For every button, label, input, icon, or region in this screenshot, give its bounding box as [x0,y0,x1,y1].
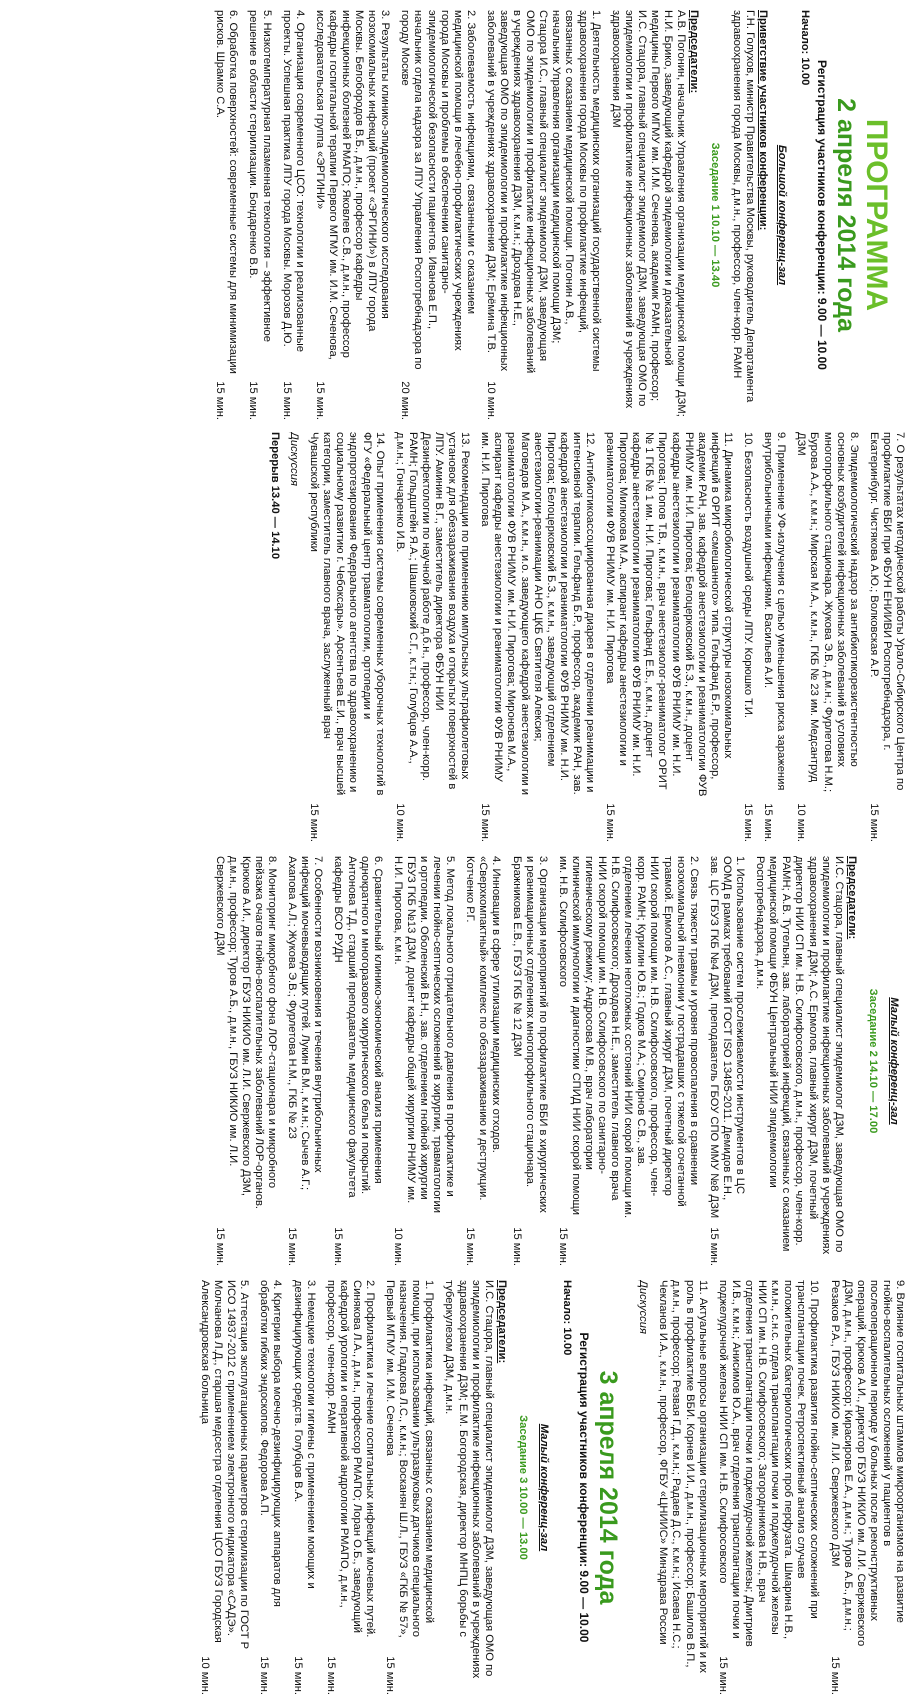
item-text: 10. Безопасность воздушной среды ЛПУ. Корюшко Т.И. [742,432,755,718]
day2-start: Начало: 10.00 [561,1280,574,1356]
program-item [198,1280,250,1695]
column-2 [10,432,906,842]
item-text: 9. Применение УФ-излучения с целью уменьшения риска заражения внутрибольничными инфекциями. Васильев А.И. [762,432,788,791]
program-item [290,1280,316,1695]
item-time: 15 мин. [828,1656,841,1695]
item-time: 15 мин. [214,381,227,420]
chairs-text: И.С. Стацора, главный специалист эпидемиолог ДЗМ, заведующая ОМО по эпидемиологии и профилактике инфекционных заболеваний в учреждениях здравоохранения ДЗМ; А.С. Ермолов, главный хирург ДЗМ, почетный директор НИИ СП им. Н.В. Склифосовского, д.м.н., профессор, член-корр. РАМН; А.В. Тутельян, зав. лабораторией инфекций, связанных с оказанием медицинской помощи ФБУН Центральный НИИ эпидемиологии Роспотребнадзора, д.м.н. [754,856,845,1255]
item-text: 4. Критерии выбора моечно-дезинфицирующих аппаратов для обработки гибких эндоскопов. Федорова А.П. [258,1280,284,1607]
item-text: 3. Немецкие технологии гигиены с применением моющих и дезинфицирующих средств. Голубцов В.А. [291,1280,317,1589]
item-time: 10 мин. [795,803,808,842]
item-text: 4. Инновации в сфере утилизации медицинских отходов. «Сверхкомпактный» комплекс по обеззараживанию и деструкции. Котченко Р.Г. [464,856,503,1201]
session1-chairs [609,10,701,420]
session2-title: Заседание 2 14.10 — 17.00 [866,988,879,1134]
day2-hall: Малый конференц-зал [538,1423,551,1552]
chairs-heading: Председатели: [845,856,858,940]
item-text: 14. Опыт применения системы современных уборочных технологий в ФГУ «Федеральный центр травматологии, ортопедии и эндопротезирования Федерального агентства по здравоохранению и социальному развитию г. Чебоксары». Арсентьева Е.И., врач высшей категории, заместитель главного врача, заслуженный врач Чувашской республики [308,432,386,796]
item-text: 11. Актуальные вопросы организации стерилизационных мероприятий и их роль в профилактике ВБИ. Корнев И.И., д.м.н., профессор; Башилов В.П., д.м.н., профессор; Резвая Г.Д., к.м.н.; Радаев Д.С., к.м.н.; Исаева Н.С.; Чекланов И.А., к.м.н., профессор, ФГБУ «ЦНИИС» Минздрава России [657,1280,709,1674]
item-time: 15 мин. [510,1227,523,1266]
item-text: 2. Заболеваемость инфекциями, связанными с оказанием медицинской помощи в лечебно-профилактических учреждениях города Москвы и проблемы в обеспечении санитарно-эпидемиологической безопасности пациентов. Иванова Е.П., начальник отдела надзора за ЛПУ Управления Роспотребнадзора по городу Москве [399,10,477,370]
program-item [716,1280,821,1695]
item-time: 10 мин. [484,381,497,420]
session2-chairs [753,856,858,1266]
day1-date: 2 апреля 2014 года [832,98,860,332]
item-time: 15 мин. [286,1227,299,1266]
item-time: 10 мин. [198,1656,211,1695]
item-time: 15 мин. [716,1656,729,1695]
item-time: 15 мин. [556,1227,569,1266]
item-text: 11. Динамика микробиологической структуры нозокомиальных инфекций в ОРИТ «смешанного» типа. Гельфанд Б.Р., профессор, академик РАН, зав. кафедрой анестезиологии и реаниматологии ФУВ РНИМУ им. Н.И. Пирогова; Белоцерковский Б.З., к.м.н., доцент кафедры анестезиологии и реаниматологии ФУВ РНИМУ им. Н.И. Пирогова; Попов Т.В., к.м.н., врач анестезиолог-реаниматолог ОРИТ № 1 ГКБ № 1 им. Н.И. Пирогова; Гельфанд Е.Б., к.м.н., доцент кафедры анестезиологии и реаниматологии ФУВ РНИМУ им. Н.И. Пирогова; Милюкова М.А., аспирант кафедры анестезиологии и реаниматологии ФУВ РНИМУ им. Н.И. Пирогова [604,432,734,797]
program-item [307,432,386,842]
program-item [213,856,278,1266]
welcome-heading: Приветствие участников конференции: [756,10,769,231]
item-time: 15 мин. [464,1227,477,1266]
program-item [313,10,392,420]
chairs-text: А.В. Погонин, начальник Управления организации медицинской помощи ДЗМ; Н.И. Брико, заведующий кафедрой эпидемиологии и доказательной медицины Первого МГМУ им. И.М. Сеченова, академик РАМН, профессор; И.С. Стацора, главный специалист эпидемиолог ДЗМ, заведующая ОМО по эпидемиологии и профилактике инфекционных заболеваний в учреждениях здравоохранения ДЗМ [609,10,688,417]
item-text: 9. Влияние госпитальных штаммов микроорганизмов на развитие гнойно-воспалительных осложнений у пациентов в послеоперационном периоде у больных после реконструктивных операций. Крюков А.И., директор ГБУЗ НИКИО им. Л.И. Свержевского ДЗМ, д.м.н., профессор; Кирасирова Е.А., д.м.н.; Туров А.Б., д.м.н.; Резаков Р.А., ГБУЗ НИКИО им. Л.И. Свержевского ДЗМ [828,1280,906,1647]
item-text: 3. Организация мероприятий по профилактике ВБИ в хирургических и реанимационных отделениях многопрофильного стационара. Бражникова Е.В., ГБУЗ ГКБ № 12 ДЗМ [510,856,549,1213]
chairs-heading: Председатели: [495,1280,508,1364]
item-text: 5. Аттестация эксплуатационных параметров стерилизации по ГОСТ Р ИСО 14937-2012 с применением электронного индикатора «САДЭ». Молчанова Л.Д., старшая медсестра отделения ЦСО ГБУЗ Городская Александровская больница [198,1280,251,1650]
program-item [383,1280,435,1695]
discussion-label: Дискуссия [637,1280,650,1334]
item-text: 10. Профилактика развития гнойно-септических осложнений при трансплантации почек. Ретроспективный анализ случаев положительных бактериологических проб перфузата. Шмарина Н.В., к.м.н., с.н.с. отдела трансплантации почки и поджелудочной железы НИИ СП им. Н.В. Склифосовского; Загороднникова Н.В., врач отделения трансплантации почки и поджелудочной железы; Дмитриев И.В., к.м.н.; Анисимов Ю.А., врач отделения трансплантации почки и поджелудочной железы НИИ СП им. Н.В. Склифосовского [716,1280,821,1647]
item-text: 7. Особенности возникновения и течения внутрибольничных инфекций мочевыводящих путей. Лукин В.М., к.м.н.; Сычев А.Г.; Ахапова А.Л.; Жукова Э.В.; Фурлетова Н.М., ГКБ № 23 [286,856,325,1191]
item-text: 5. Низкотемпературная плазменная технология – эффективное решение в области стерилизации. Бондаренко В.В. [247,10,273,342]
item-time: 15 мин. [308,803,321,842]
item-time: 15 мин. [762,803,775,842]
session1-item-list [213,10,602,420]
day1-registration: Регистрация участников конференции: 9.00 — 10.00 [815,60,829,370]
chairs-text: И.С. Стацора, главный специалист эпидемиолог ДЗМ, заведующая ОМО по эпидемиологии и профилактике инфекционных заболеваний в учреждениях здравоохранения ДЗМ; Е.М. Богородская, директор МНПЦ борьбы с туберкулезом ДЗМ, д.м.н. [443,1280,495,1679]
break-label: Перерыв 13.40 — 14.10 [268,432,281,560]
item-time: 15 мин. [332,1227,345,1266]
program-item [761,432,787,842]
column-1 [10,10,906,420]
program-item [213,10,239,420]
program-item [324,1280,376,1695]
item-time: 15 мин. [707,1227,720,1266]
item-time: 10 мин. [391,1227,404,1266]
item-time: 15 мин. [479,803,492,842]
program-item [509,856,548,1266]
item-time: 20 мин. [399,381,412,420]
program-item [794,432,859,842]
program-title: ПРОГРАММА [860,118,893,312]
program-item [484,10,602,420]
day1-start: Начало: 10.00 [798,10,811,86]
program-item [463,856,502,1266]
program-item [603,432,734,842]
day2-registration: Регистрация участников конференции: 9.00 — 10.00 [577,1332,592,1643]
item-text: 6. Сравнительный клинико-экономический анализ применения однократного и многоразового хирургического белья и покрытий. Антонова Т.Д., старший преподаватель медицинского факультета кафедры ВСО РУДН [332,856,384,1198]
item-time: 15 мин. [742,803,755,842]
item-time: 15 мин. [313,381,326,420]
item-time: 15 мин. [867,803,880,842]
discussion-label: Дискуссия [288,432,301,486]
item-time: 15 мин. [604,803,617,842]
item-time: 15 мин. [384,1656,397,1695]
item-text: 1. Профилактика инфекций, связанных с оказанием медицинской помощи, при использовании ультразвуковых датчиков специального назначения. Гладкова Л.С., к.м.н.; Восканян Ш.Л., ГБУЗ «ГКБ № 57», Первый МГМУ им. И.М. Сеченова [384,1280,436,1638]
item-time: 15 мин. [213,1227,226,1266]
item-text: 12. Антибиотикоассоциированная диарея в отделении реанимации и интенсивной терапии. Гельфанд Б.Р., профессор, академик РАН, зав. кафедрой анестезиологии и реаниматологии ФУВ РНИМУ им. Н.И. Пирогова; Белоцерковский Б.З., к.м.н., заведующий отделением анестезиологии-реанимации АНО ЦКБ Святителя Алексия; Маговедов М.А., к.м.н., и.о. заведующего кафедрой анестезиологии и реаниматологии ФУВ РНИМУ им. Н.И. Пирогова; Миронова М.А., аспирант кафедры анестезиологии и реаниматологии ФУВ РНИМУ им. Н.И. Пирогова [479,432,597,795]
column-3 [10,856,906,1266]
program-item [393,432,472,842]
column-4 [10,1280,906,1695]
item-text: 6. Обработка поверхностей: современные системы для минимизации рисков. Шрамко С.А. [214,10,240,374]
item-text: 7. О результатах методической работы Урало-Сибирского Центра по профилактике ВБИ при ФБУН ЕНИИВИ Роспотребнадзора, г. Екатеринбург. Чистякова А.Ю.; Волковская А.Р. [867,432,906,791]
program-item [331,856,383,1266]
program-item [285,856,324,1266]
program-item [741,432,754,842]
item-time: 15 мин. [291,1656,304,1695]
item-text: 8. Мониторинг микробного фона ЛОР-стационара и микробного пейзажа очагов гнойно-воспалительных заболеваний ЛОР-органов. Крюков А.И., директор ГБУЗ НИКИО им. Л.И. Свержевского ДЗМ, д.м.н., профессор; Туров А.Б., д.м.н., ГБУЗ НИКИО им. Л.И. Свержевского ДЗМ [213,856,279,1209]
program-item [827,1280,906,1695]
item-time: 15 мин. [280,381,293,420]
welcome-block [729,10,768,420]
item-text: 2. Профилактика и лечение госпитальных инфекций мочевых путей. Синякова Л.А., д.м.н., профессор РМАПО; Лоран О.Б., заведующий кафедрой урологии и оперативной андрологии РМАПО, д.м.н., профессор, член-корр. РАМН [324,1280,376,1638]
program-item [478,432,596,842]
item-text: 1. Деятельность медицинских организаций государственной системы здравоохранения города Москвы по профилактике инфекций, связанных с оказанием медицинской помощи. Погонин А.В., начальник Управления организации медицинской помощи ДЗМ; Стацора И.С., главный специалист эпидемиолог ДЗМ, заведующая ОМО по эпидемиологии и профилактике инфекционных заболеваний в учреждениях здравоохранения ДЗМ, к.м.н.; Дроздова Н.Е., заведующая ОМО по эпидемиологии и профилактике инфекционных заболеваний в учреждениях здравоохранения ДЗМ; Ерёмина Т.В. [484,10,602,374]
item-text: 1. Использование систем прослеживаемости инструментов в ЦС ООМД в рамках требований ГОСТ ISO 13485-2011. Демидов Е.Н., зав. ЦС ГБУЗ ГКБ №4 ДЗМ, преподаватель ГБОУ СПО ММУ №8 ДЗМ [707,856,747,1219]
item-time: 15 мин. [258,1656,271,1695]
item-time: 10 мин. [393,803,406,842]
item-text: 3. Результаты клинико-эпидемиологического исследования нозокомиальных инфекций (проект «ЭРГИНИ») в ЛПУ города Москвы. Белобородов В.Б., д.м.н., профессор кафедры инфекционных болезней РМАПО; Яковлев С.В., д.м.н., профессор кафедры госпитальной терапии Первого МГМУ им. И.М. Сеченова, исследовательская группа «ЭРГИНИ» [313,10,392,360]
welcome-text: Г.Н. Голухов, министр Правительства Москвы, руководитель Департамента здравоохранения города Москвы, д.м.н., профессор, член-корр. РАМН [730,10,756,403]
item-text: 5. Метод локального отрицательного давления в профилактике и лечении гнойно-септических осложнений в хирургии, травматологии и ортопедии. Оболенский В.Н., зав. отделением гнойной хирургии ГБУЗ ГКБ №13 ДЗМ, доцент кафедры общей хирургии РНИМУ им. Н.И. Пирогова, к.м.н. [391,856,457,1213]
session1-title: Заседание 1 10.10 — 13.40 [709,142,722,288]
program-item [391,856,456,1266]
item-text: 13. Рекомендации по применению импульсных ультрафиолетовых установок для обеззараживания воздуха и открытых поверхностей в ЛПУ. Аминин В.Г., заместитель директора ФБУН НИИ Дезинфектологии по научной работе д.б.н., профессор, член-корр. РАМН; Гольдштейн Я.А.; Шашковский С.Г., к.т.н.; Голубцов А.А., д.м.н.; Гончаренко И.В. [393,432,472,790]
session3-chairs [442,1280,507,1695]
program-item [280,10,306,420]
chairs-heading: Председатели: [688,10,701,94]
item-time: 15 мин. [247,381,260,420]
day1-hall: Большой конференц-зал [775,144,788,286]
program-item [867,432,906,842]
program-item [656,1280,708,1695]
day2-date: 3 апреля 2014 года [594,1370,623,1605]
item-text: 2. Связь тяжести травмы и уровня провоспаления в сравнении нозокомиальной пневмонии у пострадавших с тяжелой сочетанной травмой. Ермолов А.С., главный хирург ДЗМ, почетный директор НИИ скорой помощи им. Н.В. Склифосовского, профессор, член-корр. РАМН; Курилин Ю.В.; Годков М.А.; Смирнов С.В., зав. отделением лечения неотложных состояний НИИ скорой помощи им. Н.В. Склифосовского; Дроздова Н.Е., заместитель главного врача НИИ скорой помощи им. Н.В. Склифосовского по санитарно-гигиеническому режиму; Андросова М.В., врач лаборатории клинической иммунологии и диагностики СПИД НИИ скорой помощи им. Н.В. Склифосовского [556,856,700,1219]
program-item [257,1280,283,1695]
item-text: 8. Эпидемиологический надзор за антибиотикорезистентностью основных возбудителей инфекционных заболеваний в условиях многопрофильного стационара. Жукова Э.В., д.м.н.; Фурлетова Н.М.; Бурова А.А., к.м.н.; Мирская М.А., к.м.н., ГКБ № 23 им. Медсантруд ДЗМ [795,432,860,793]
small-hall: Малый конференц-зал [888,997,900,1125]
item-time: 15 мин. [324,1656,337,1695]
program-item [556,856,700,1266]
item-text: 4. Организация современного ЦСО: технологии и реализованные проекты. Успешная практика ЛПУ города Москвы. Морозов Д.Ю. [280,10,306,353]
program-item [707,856,746,1266]
program-item [246,10,272,420]
session3-title: Заседание 3 10.00 — 13.00 [516,1415,529,1560]
program-item [398,10,477,420]
